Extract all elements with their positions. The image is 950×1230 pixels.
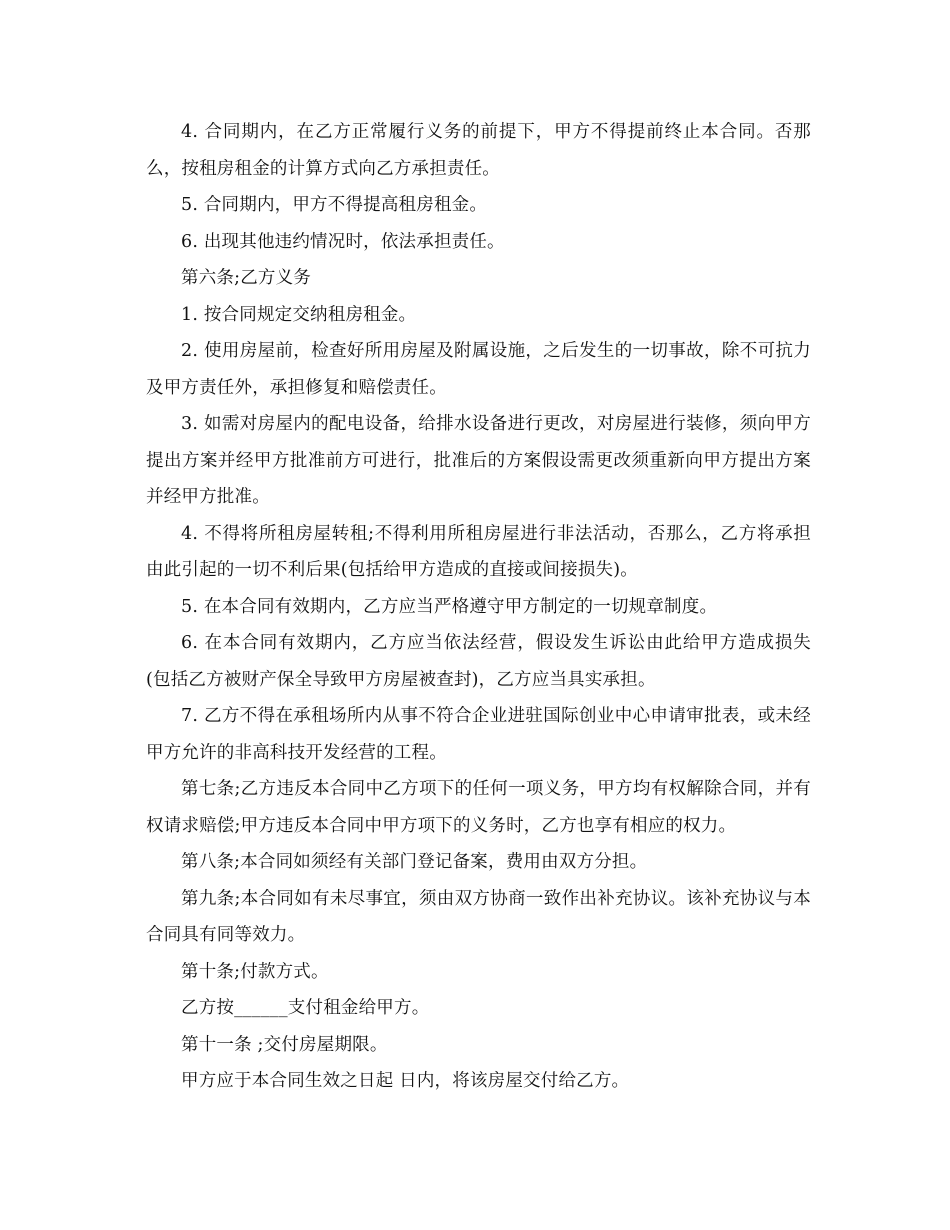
article-paragraph: 第七条;乙方违反本合同中乙方项下的任何一项义务，甲方均有权解除合同，并有权请求赔偿;甲方违反本合同中甲方项下的义务时，乙方也享有相应的权力。 (146, 779, 811, 836)
article-paragraph: 第十条;付款方式。 (181, 961, 329, 982)
clause-paragraph: 6. 在本合同有效期内，乙方应当依法经营，假设发生诉讼由此给甲方造成损失(包括乙方被财产保全导致甲方房屋被查封)，乙方应当具实承担。 (146, 633, 811, 690)
clause-paragraph: 7. 乙方不得在承租场所内从事不符合企业进驻国际创业中心申请审批表，或未经甲方允许的非高科技开发经营的工程。 (146, 706, 811, 763)
clause-paragraph: 3. 如需对房屋内的配电设备，给排水设备进行更改，对房屋进行装修，须向甲方提出方案并经甲方批准前方可进行，批准后的方案假设需更改须重新向甲方提出方案并经甲方批准。 (146, 414, 811, 507)
section-heading: 第六条;乙方义务 (181, 268, 311, 288)
clause-paragraph: 6. 出现其他违约情况时，依法承担责任。 (181, 231, 505, 252)
clause-paragraph: 2. 使用房屋前，检查好所用房屋及附属设施，之后发生的一切事故，除不可抗力及甲方责任外，承担修复和赔偿责任。 (146, 341, 811, 398)
clause-paragraph: 1. 按合同规定交纳租房租金。 (181, 304, 417, 325)
clause-paragraph: 5. 合同期内，甲方不得提高租房租金。 (181, 195, 488, 215)
article-paragraph: 第八条;本合同如须经有关部门登记备案，费用由双方分担。 (181, 852, 648, 872)
article-paragraph: 第十一条 ;交付房屋期限。 (181, 1034, 388, 1055)
clause-paragraph: 4. 合同期内，在乙方正常履行义务的前提下，甲方不得提前终止本合同。否那么，按租房租金的计算方式向乙方承担责任。 (146, 122, 811, 179)
payment-paragraph: 乙方按______支付租金给甲方。 (181, 998, 430, 1018)
clause-paragraph: 5. 在本合同有效期内，乙方应当严格遵守甲方制定的一切规章制度。 (181, 596, 718, 617)
clause-paragraph: 4. 不得将所租房屋转租;不得利用所租房屋进行非法活动，否那么，乙方将承担由此引起的一切不利后果(包括给甲方造成的直接或间接损失)。 (146, 523, 811, 580)
delivery-paragraph: 甲方应于本合同生效之日起 日内，将该房屋交付给乙方。 (181, 1071, 630, 1091)
article-paragraph: 第九条;本合同如有未尽事宜，须由双方协商一致作出补充协议。该补充协议与本合同具有同等效力。 (146, 888, 811, 945)
contract-body (146, 114, 811, 1100)
